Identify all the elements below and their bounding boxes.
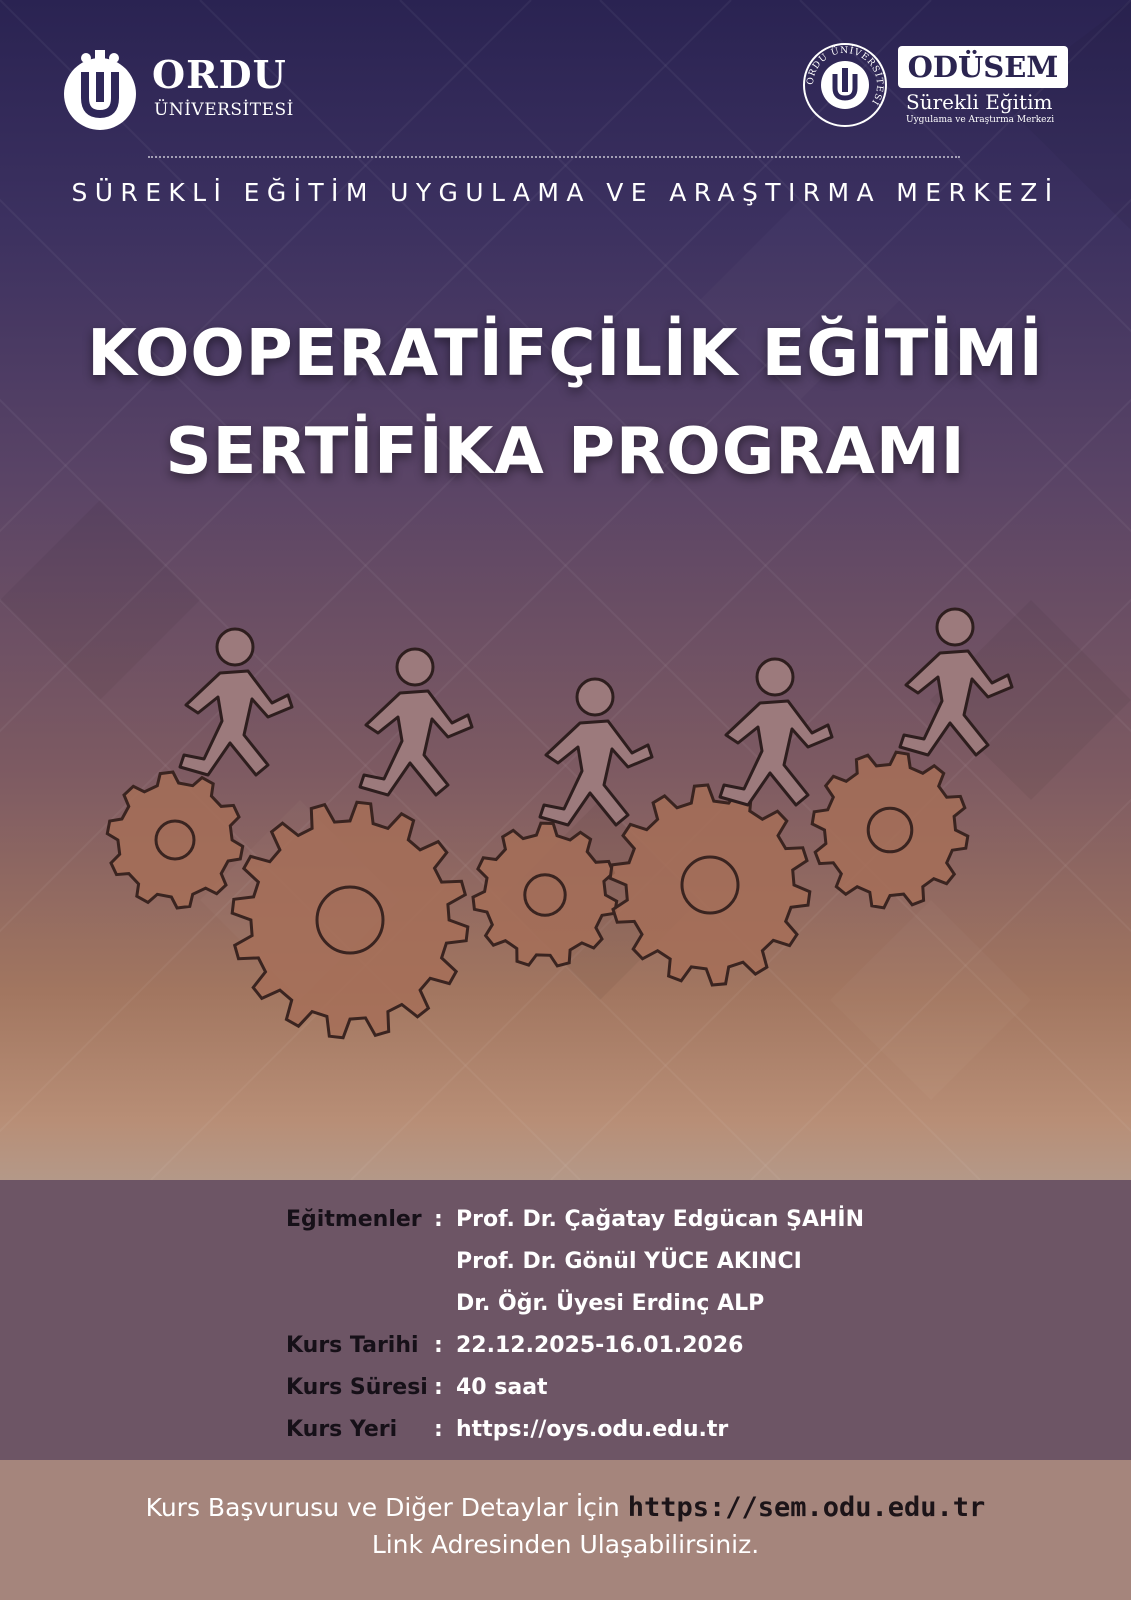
course-date-value: 22.12.2025-16.01.2026 xyxy=(456,1332,744,1358)
gear-icon xyxy=(610,785,810,985)
instructor-name: Prof. Dr. Çağatay Edgücan ŞAHİN xyxy=(456,1206,865,1232)
course-duration-label: Kurs Süresi xyxy=(286,1374,428,1400)
running-person-icon xyxy=(180,629,292,775)
running-person-icon xyxy=(720,659,832,805)
course-place-link[interactable]: https://oys.odu.edu.tr xyxy=(456,1416,729,1442)
gear-icon xyxy=(473,823,617,966)
ordu-university-logo xyxy=(62,40,322,135)
instructors-row xyxy=(286,1240,864,1282)
gears xyxy=(107,752,968,1038)
instructor-name: Dr. Öğr. Üyesi Erdinç ALP xyxy=(456,1290,765,1316)
footer xyxy=(0,1460,1131,1600)
university-seal-icon xyxy=(802,42,888,128)
course-info-panel xyxy=(0,1180,1131,1460)
gears-and-runners-illustration xyxy=(100,585,1030,1085)
university-name: ORDU xyxy=(152,52,287,97)
separator: : xyxy=(434,1206,443,1232)
application-link[interactable]: https://sem.odu.edu.tr xyxy=(627,1492,986,1523)
university-sub: ÜNİVERSİTESİ xyxy=(154,100,294,120)
odusem-subtitle-small: Uygulama ve Araştırma Merkezi xyxy=(906,115,1055,125)
course-duration-value: 40 saat xyxy=(456,1374,548,1400)
footer-line-1 xyxy=(0,1492,1131,1523)
course-duration-row xyxy=(286,1366,864,1408)
instructors-row xyxy=(286,1282,864,1324)
header-divider xyxy=(148,156,960,158)
center-name: SÜREKLİ EĞİTİM UYGULAMA VE ARAŞTIRMA MERKEZİ xyxy=(71,178,1060,207)
odusem-name: ODÜSEM xyxy=(898,46,1068,88)
separator: : xyxy=(434,1332,443,1358)
course-place-row xyxy=(286,1408,864,1450)
gear-icon xyxy=(812,752,968,908)
footer-text: Kurs Başvurusu ve Diğer Detaylar İçin xyxy=(145,1493,628,1522)
separator: : xyxy=(434,1374,443,1400)
odusem-subtitle: Sürekli Eğitim xyxy=(906,90,1053,114)
gear-icon xyxy=(107,772,242,908)
instructor-name: Prof. Dr. Gönül YÜCE AKINCI xyxy=(456,1248,802,1274)
course-info-table xyxy=(286,1198,864,1450)
instructors-row xyxy=(286,1198,864,1240)
university-u-icon xyxy=(62,44,138,132)
course-place-label: Kurs Yeri xyxy=(286,1416,398,1442)
gear-icon xyxy=(232,802,468,1038)
course-date-row xyxy=(286,1324,864,1366)
footer-line-2: Link Adresinden Ulaşabilirsiniz. xyxy=(371,1530,760,1559)
title-line-1: KOOPERATİFÇİLİK EĞİTİMİ xyxy=(87,317,1044,391)
separator: : xyxy=(434,1416,443,1442)
program-title xyxy=(0,305,1131,501)
seal-text: ORDU ÜNİVERSİTESİ xyxy=(805,45,885,107)
course-date-label: Kurs Tarihi xyxy=(286,1332,419,1358)
running-person-icon xyxy=(540,679,652,825)
running-person-icon xyxy=(900,609,1012,755)
odusem-logo xyxy=(802,42,1072,137)
title-line-2: SERTİFİKA PROGRAMI xyxy=(165,415,966,489)
instructors-label: Eğitmenler xyxy=(286,1206,422,1232)
running-person-icon xyxy=(360,649,472,795)
